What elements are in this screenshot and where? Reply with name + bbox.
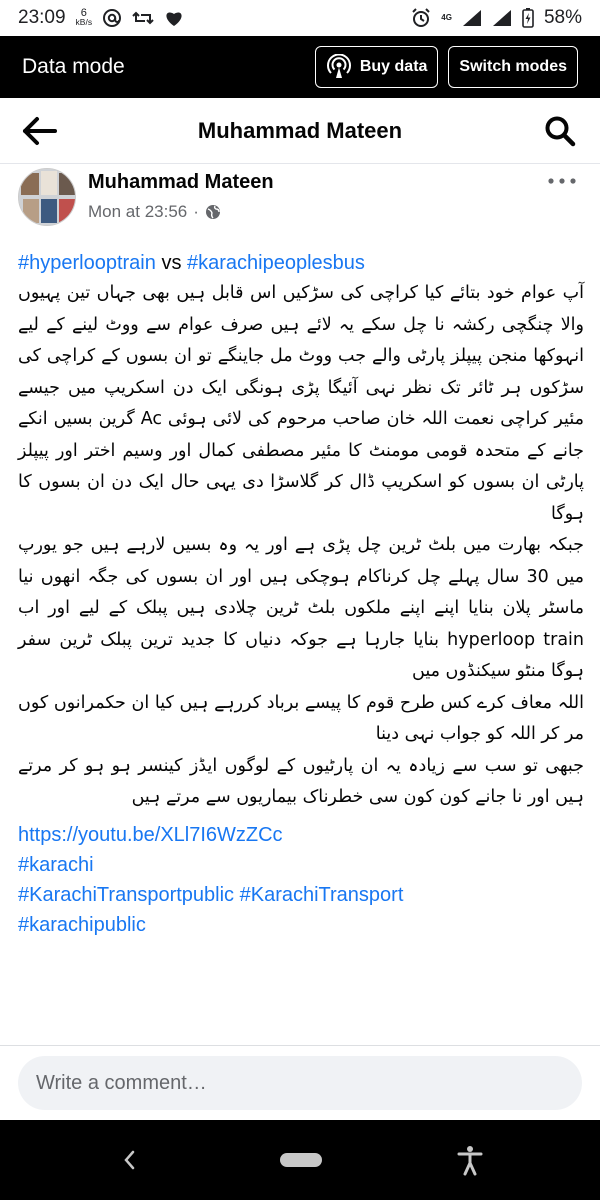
page-title: Muhammad Mateen [197, 117, 403, 143]
notification-icons [102, 8, 184, 28]
signal-icon [462, 9, 482, 27]
buy-data-button[interactable] [315, 46, 439, 88]
data-mode-actions [315, 46, 578, 88]
nav-home-pill[interactable] [280, 1153, 322, 1167]
meta-separator: · [193, 202, 199, 221]
more-horizontal-icon[interactable] [546, 174, 578, 188]
battery-percent: 58% [543, 7, 582, 28]
urdu-paragraph-1: آپ عوام خود بتائے کیا کراچی کی سڑکیں اس قابل ہیں بھی جہاں تین پہیوں والا چنگچی رکشہ نا چل سکے یہ لائے ہیں صرف عوام سے ووٹ لینے کے لیے انہوکھا منجن پیپلز پارٹی والے جب ووٹ مل جاینگے تو ان بسوں کے کراچی کی سڑکوں ہر ٹائر تک نظر نہی آئیگا پڑی ہونگی ایک دن اسکریپ میں جیسے مئیر کراچی نعمت اللہ خان صاحب مرحوم کی لائی ہوئی Ac گرین بسیں انکے جانے کے متحدہ قومی مومنٹ کا مئیر مصطفی کمال اور وسیم اختر اور پیپلز پارٹی ان بسوں کو اسکریپ ڈال کر گلاسڑا دی یہی حال ایک دن ان بسوں کا ہوگا [18, 283, 584, 524]
at-sign-icon [102, 8, 122, 28]
post-header [18, 168, 582, 230]
hashtag-karachipublic[interactable]: #karachipublic [18, 913, 146, 936]
urdu-paragraph-2: جبکہ بھارت میں بلٹ ٹرین چل پڑی ہے اور یہ وہ بسیں لارہے ہیں جو یورپ میں 30 سال پہلے چل کرناکام ہوچکی ہیں اور ان بسوں کی جگہ انھوں نیا ماسٹر پلان بنایا اپنے اپنے ملکوں بلٹ ٹرین چلادی ہیں پبلک کے لیے اور اب hyperloop train بنایا جارہا ہے جوکہ دنیاں کا جدید ترین پبلک ٹرین سفر ہوگا منٹو سیکنڈوں میں [18, 535, 585, 681]
system-navigation-bar [0, 1120, 600, 1200]
hashtag-karachitransport[interactable]: #KarachiTransport [239, 883, 404, 906]
network-type-label: 4G [441, 13, 452, 22]
vs-text: vs [161, 252, 182, 274]
avatar[interactable] [18, 168, 76, 226]
hashtag-karachi[interactable]: #karachi [18, 853, 94, 876]
network-rate-value: 6 [80, 7, 87, 19]
network-type [441, 14, 452, 22]
data-mode-bar [0, 36, 600, 98]
urdu-paragraph-4: جبھی تو سب سے زیادہ یہ ان پارٹیوں کے لوگوں ایڈز کینسر ہو ہو کر مرتے ہیں اور نا جانے کون کون سی خطرناک بیماریوں سے مرتے ہیں [18, 755, 584, 807]
status-time: 23:09 [18, 7, 66, 28]
network-rate [76, 9, 93, 27]
alarm-icon [411, 8, 431, 28]
search-icon[interactable] [544, 115, 576, 147]
heart-icon [164, 9, 184, 27]
post-hashtag-line [18, 248, 584, 278]
avatar-image [19, 169, 76, 226]
globe-icon [205, 204, 221, 220]
comment-bar [0, 1045, 600, 1120]
data-mode-title: Data mode [22, 55, 125, 78]
status-bar [0, 0, 600, 36]
retweet-icon [132, 9, 154, 27]
post-author[interactable]: Muhammad Mateen [88, 171, 274, 193]
post-meta [88, 202, 221, 222]
switch-modes-button[interactable] [448, 46, 578, 88]
switch-modes-label: Switch modes [459, 58, 567, 75]
post-links [18, 820, 584, 940]
page-header [0, 98, 600, 164]
post-text-urdu [18, 278, 584, 814]
urdu-paragraph-3: اللہ معاف کرے کس طرح قوم کا پیسے برباد کررہے ہیں کیا ان حکمرانوں کوں مر کر اللہ کو جواب نہی دینا [18, 692, 584, 744]
youtube-link[interactable]: https://youtu.be/XLl7I6WzZCc [18, 823, 283, 846]
hashtag-karachitransportpublic[interactable]: #KarachiTransportpublic [18, 883, 235, 906]
nav-back-icon[interactable] [119, 1146, 139, 1174]
battery-charging-icon [522, 8, 534, 28]
hashtag-karachipeoplesbus[interactable]: #karachipeoplesbus [187, 252, 365, 274]
post-body [18, 248, 584, 940]
arrow-left-icon[interactable] [22, 116, 58, 146]
signal-icon-2 [492, 9, 512, 27]
system-icons [411, 7, 582, 29]
broadcast-icon [326, 54, 352, 80]
hashtag-hyperlooptrain[interactable]: #hyperlooptrain [18, 252, 156, 274]
accessibility-icon[interactable] [456, 1144, 484, 1176]
comment-input[interactable] [18, 1056, 582, 1110]
post-timestamp[interactable]: Mon at 23:56 [88, 202, 188, 221]
buy-data-label: Buy data [359, 58, 428, 75]
network-rate-unit: kB/s [75, 17, 93, 27]
